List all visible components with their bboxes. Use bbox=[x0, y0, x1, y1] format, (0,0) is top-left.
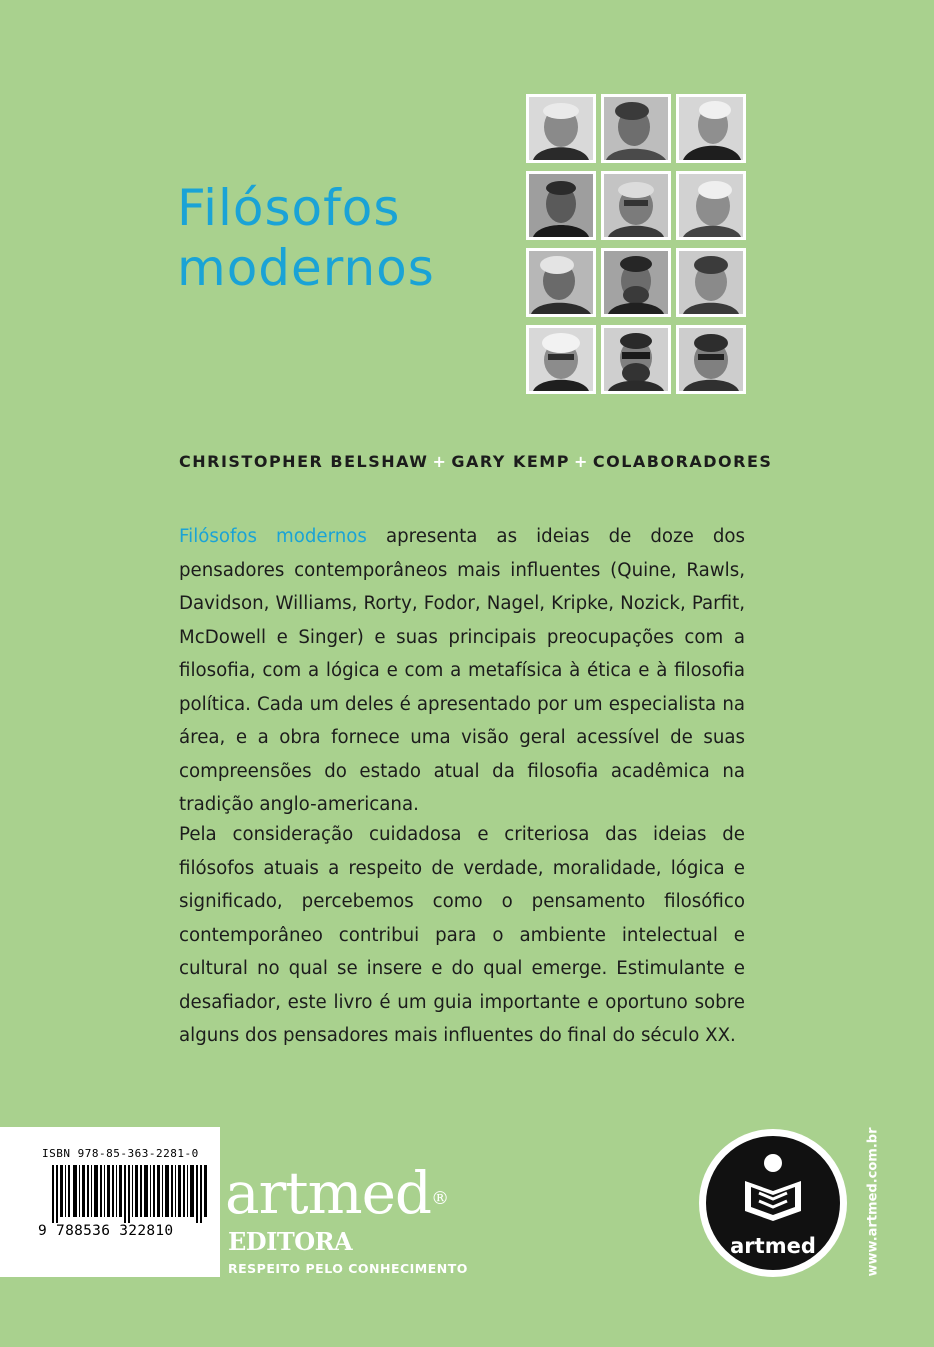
seal-text: artmed bbox=[730, 1234, 816, 1258]
publisher-seal-icon bbox=[697, 1127, 849, 1279]
contributors-label: COLABORADORES bbox=[592, 452, 773, 471]
portrait-icon bbox=[601, 171, 671, 240]
ean-digits: 9 788536 322810 bbox=[38, 1223, 174, 1239]
title-highlight: Filósofos modernos bbox=[179, 526, 367, 547]
publisher-logo-text: artmed bbox=[225, 1159, 432, 1227]
author-name: CHRISTOPHER BELSHAW bbox=[179, 452, 429, 471]
website-text: www.artmed.com.br bbox=[865, 1127, 881, 1277]
portrait-icon bbox=[526, 94, 596, 163]
author-name: GARY KEMP bbox=[451, 452, 570, 471]
barcode-icon bbox=[52, 1165, 210, 1223]
description-paragraph-1 bbox=[179, 520, 745, 822]
description-paragraph-2: Pela consideração cuidadosa e criteriosa das ideias de filósofos atuais a respeito de verdade, moralidade, lógica e significado, percebemos como o pensamento filosófico contemporâneo contribui para o ambiente intelectual e cultural no qual se insere e do qual emerge. Estimulante e desafiador, este livro é um guia importante e oportuno sobre alguns dos pensadores mais influentes do final do século XX. bbox=[179, 824, 745, 1046]
website-vertical bbox=[860, 1127, 886, 1277]
publisher-slogan: RESPEITO PELO CONHECIMENTO bbox=[228, 1261, 468, 1276]
portrait-icon bbox=[526, 325, 596, 394]
portrait-icon bbox=[526, 171, 596, 240]
plus-separator: + bbox=[573, 452, 589, 471]
publisher-logo bbox=[225, 1159, 449, 1227]
isbn-text: ISBN 978-85-363-2281-0 bbox=[42, 1147, 199, 1160]
registered-mark: ® bbox=[431, 1188, 449, 1209]
portrait-icon bbox=[676, 94, 746, 163]
portrait-icon bbox=[676, 325, 746, 394]
publisher-imprint: EDITORA bbox=[228, 1227, 353, 1256]
portrait-icon bbox=[601, 325, 671, 394]
portrait-grid bbox=[526, 94, 746, 394]
plus-separator: + bbox=[432, 452, 448, 471]
title-line-2: modernos bbox=[177, 239, 435, 297]
authors-line bbox=[179, 452, 772, 471]
portrait-icon bbox=[676, 248, 746, 317]
book-title bbox=[177, 178, 435, 298]
portrait-icon bbox=[601, 94, 671, 163]
portrait-icon bbox=[601, 248, 671, 317]
barcode-panel bbox=[0, 1127, 220, 1277]
portrait-icon bbox=[676, 171, 746, 240]
description-text: apresenta as ideias de doze dos pensadores contemporâneos mais influentes (Quine, Rawls, Davidson, Williams, Rorty, Fodor, Nagel, Kripke, Nozick, Parfit, McDowell e Singer) e suas principais preocupações com a filosofia, com a lógica e com a metafísica à ética e à filosofia política. Cada um deles é apresentado por um especialista na área, e a obra fornece uma visão geral acessível de suas compreensões do estado atual da filosofia acadêmica na tradição anglo-americana. bbox=[179, 526, 745, 815]
title-line-1: Filósofos bbox=[177, 179, 401, 237]
portrait-icon bbox=[526, 248, 596, 317]
